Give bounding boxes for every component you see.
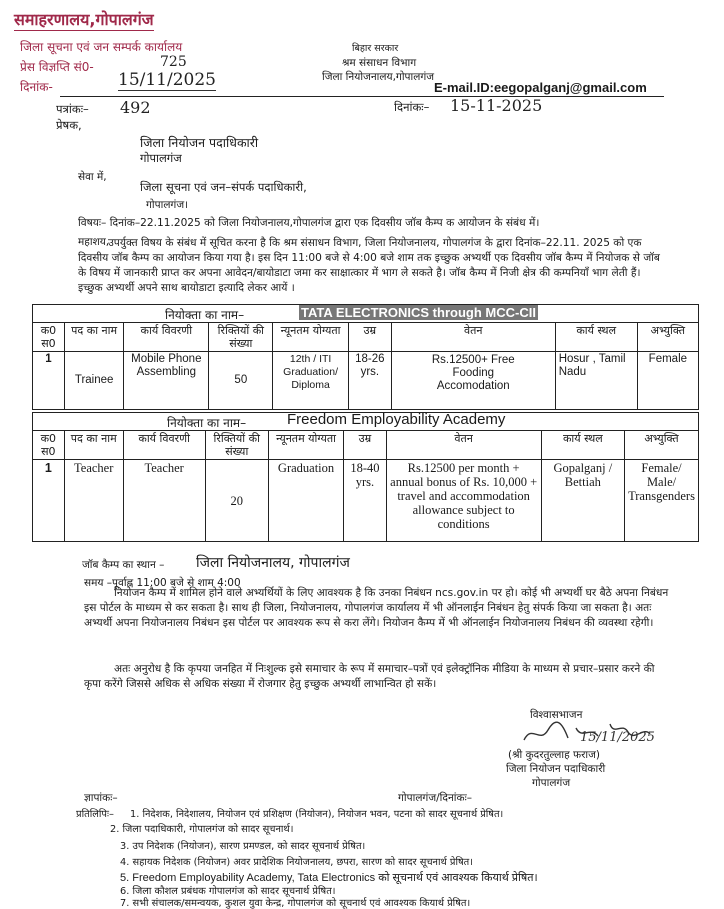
header-remark: अभ्युक्ति (625, 431, 699, 460)
header-qualification: न्यूनतम योग्यता (268, 431, 343, 460)
employer2-label: नियोक्ता का नाम– (167, 416, 247, 430)
cell-age: 18-40 yrs. (344, 460, 386, 542)
list-item: 7. सभी संचालक/समन्वयक, कुशल युवा केन्द्र, गोपालगंज को सूचनार्थ एवं आवश्यक कियार्थ प्रेषित। (120, 898, 471, 909)
stamp-office-title: समाहरणालय,गोपालगंज (14, 10, 154, 29)
header-email: E-mail.ID:eegopalganj@gmail.com (434, 80, 647, 95)
cell-sno: 1 (33, 352, 65, 410)
table-row (33, 460, 699, 542)
cell-remark: Female (637, 352, 698, 410)
cell-salary: Rs.12500+ Free Fooding Accomodation (391, 352, 555, 410)
paragraph-registration: नियोजन कैम्प में शामिल होने वाले अभ्यर्थियों के लिए आवश्यक है कि उनका निबंधन ncs.gov.in पर हो। कोई भी अभ्यर्थी घर बैठे अपना निबंधन इस पोर्टल के माध्यम से कर सकता है। साथ ही जिला, नियोजनालय, गोपालगंज कार्यालय में भी ऑनलाईन निबंधन हेतु संपर्क किया जा सकता है। अतः अभ्यर्थी अपना नियोजनालय निबंधन इस पोर्टल पर आवश्यक रूप से करा लेंगे। नियोजन कैम्प में भी ऑनलाईन नियोजनालय निबंधन की व्यवस्था रहेगी। (84, 587, 669, 629)
salutation: महाशय, (78, 236, 110, 248)
cell-qualification: 12th / ITI Graduation/ Diploma (273, 352, 348, 410)
cell-work: Mobile Phone Assembling (124, 352, 209, 410)
signatory-place: गोपालगंज (532, 777, 571, 789)
table-header-row (33, 431, 699, 460)
cell-post: Teacher (64, 460, 123, 542)
employer1-name: TATA ELECTRONICS through MCC-CII (301, 305, 536, 320)
footer-place-date: गोपालगंज/दिनांकः– (398, 792, 472, 804)
signatory-name: (श्री कुदरतुल्लाह फराज) (508, 749, 600, 761)
header-post: पद का नाम (64, 323, 123, 352)
header-remark: अभ्युक्ति (637, 323, 698, 352)
cell-qualification: Graduation (268, 460, 343, 542)
stamp-press-release-label: प्रेस विज्ञप्ति सं0- (20, 60, 94, 74)
header-age: उम्र (348, 323, 391, 352)
pratilipi-label: प्रतिलिपिः– (76, 809, 114, 820)
list-item: 4. सहायक निदेशक (नियोजन) अवर प्रादेशिक नियोजनालय, छपरा, सारण को सादर सूचनार्थ प्रेषित। (120, 857, 473, 868)
cell-vacancy: 50 (209, 352, 273, 410)
list-item: 5. Freedom Employability Academy, Tata Electronics को सूचनार्थ एवं आवश्यक कियार्थ प्रेषित। (120, 872, 538, 884)
header-divider (60, 96, 664, 97)
sender-place: गोपालगंज (140, 151, 182, 165)
header-salary: वेतन (391, 323, 555, 352)
employer1-label: नियोक्ता का नाम– (165, 308, 245, 322)
cell-work: Teacher (123, 460, 205, 542)
cell-age: 18-26 yrs. (348, 352, 391, 410)
signatory-title: जिला नियोजन पदाधिकारी (506, 763, 606, 775)
employer2-bar (32, 412, 699, 430)
header-salary: वेतन (386, 431, 541, 460)
cell-salary: Rs.12500 per month + annual bonus of Rs. 10,000 + travel and accommodation allowance subject to conditions (386, 460, 541, 542)
cell-location: Hosur , Tamil Nadu (555, 352, 637, 410)
header-post: पद का नाम (64, 431, 123, 460)
header-work: कार्य विवरणी (124, 323, 209, 352)
cell-sno: 1 (33, 460, 65, 542)
venue-time: समय –पूर्वाह्न 11:00 बजे से शाम 4:00 (84, 577, 241, 589)
gyapank-label: ज्ञापांकः– (84, 792, 118, 804)
recipient-place: गोपालगंज। (146, 199, 189, 211)
letter-date-label: दिनांकः– (394, 100, 430, 114)
header-sno: क0 स0 (33, 431, 65, 460)
letter-subject: विषयः– दिनांक–22.11.2025 को जिला नियोजनालय,गोपालगंज द्वारा एक दिवसीय जॉब कैम्प क आयोजन के संबंध में। (78, 217, 540, 229)
letter-date-value: 15-11-2025 (450, 96, 543, 115)
table-row (33, 352, 699, 410)
jobs-table-2 (32, 430, 699, 542)
cell-post: Trainee (64, 352, 123, 410)
header-vacancy: रिक्तियों की संख्या (209, 323, 273, 352)
signature-date: 15/11/2025 (580, 730, 655, 745)
cell-location: Gopalganj / Bettiah (541, 460, 624, 542)
stamp-department: जिला सूचना एवं जन सम्पर्क कार्यालय (20, 40, 183, 54)
cell-remark: Female/ Male/ Transgenders (625, 460, 699, 542)
header-office: जिला नियोजनालय,गोपालगंज (322, 71, 435, 83)
venue-label: जॉब कैम्प का स्थान – (82, 559, 165, 571)
header-work: कार्य विवरणी (123, 431, 205, 460)
recipient-label: सेवा में, (78, 171, 107, 183)
list-item: 3. उप निदेशक (नियोजन), सारण प्रमण्डल, को सादर सूचनार्थ प्रेषित। (120, 841, 366, 852)
venue-value: जिला नियोजनालय, गोपालगंज (196, 555, 350, 571)
cell-vacancy: 20 (205, 460, 268, 542)
paragraph-request: अतः अनुरोध है कि कृपया जनहित में निःशुल्क इसे समाचार के रूप में समाचार–पत्रों एवं इलेक्ट्रॉनिक मीडिया के माध्यम से प्रचार–प्रसार करने की कृपा करेंगे जिससे अधिक से अधिक संख्या में रोजगार हेतु इच्छुक अभ्यर्थी लाभान्वित हो सकें। (84, 663, 655, 690)
header-qualification: न्यूनतम योग्यता (273, 323, 348, 352)
stamp-date-label: दिनांक- (20, 80, 53, 94)
stamp-date-value: 15/11/2025 (118, 70, 216, 90)
sender-label: प्रेषक, (56, 118, 82, 132)
faithfully-label: विश्वासभाजन (530, 709, 583, 721)
table-header-row (33, 323, 699, 352)
patrank-value: 492 (120, 98, 151, 117)
header-vacancy: रिक्तियों की संख्या (205, 431, 268, 460)
paragraph-intro: उपर्युक्त विषय के संबंध में सूचित करना है कि श्रम संसाधन विभाग, जिला नियोजनालय, गोपालगंज के द्वारा दिनांक–22.11. 2025 को एक दिवसीय जॉब कैम्प का आयोजन किया गया है। इस दिन 11:00 बजे से 4:00 बजे शाम तक इच्छुक अभ्यर्थी एक दिवसीय जॉब कैम्प में नियोजक से जॉब के विषय में जानकारी प्राप्त कर अपना आवेदन/बायोडाटा जमा कर साक्षात्कार में भाग ले सकते है। जॉब कैम्प में निजी क्षेत्र की कम्पनियाँ भाग लेती हैं। इच्छुक अभ्यर्थी अपने साथ बायोडाटा इत्यादि लेकर आयें । (78, 237, 660, 294)
list-item: 1. निदेशक, निदेशालय, नियोजन एवं प्रशिक्षण (नियोजन), नियोजन भवन, पटना को सादर सूचनार्थ प्रेषित। (130, 809, 504, 820)
header-sno: क0 स0 (33, 323, 65, 352)
employer2-name: Freedom Employability Academy (287, 411, 506, 428)
header-location: कार्य स्थल (555, 323, 637, 352)
jobs-table-1 (32, 322, 699, 410)
header-government: बिहार सरकार (352, 43, 399, 54)
list-item: 2. जिला पदाधिकारी, गोपालगंज को सादर सूचनार्थ। (110, 824, 294, 835)
header-location: कार्य स्थल (541, 431, 624, 460)
stamp-press-release-number: 725 (160, 54, 187, 70)
header-age: उम्र (344, 431, 386, 460)
header-department: श्रम संसाधन विभाग (342, 57, 417, 69)
patrank-label: पत्रांकः– (56, 102, 89, 116)
employer1-bar (32, 304, 699, 322)
list-item: 6. जिला कौशल प्रबंधक गोपालगंज को सादर सूचनार्थ प्रेषित। (120, 886, 336, 897)
recipient-designation: जिला सूचना एवं जन–संपर्क पदाधिकारी, (140, 180, 307, 194)
sender-designation: जिला नियोजन पदाधिकारी (140, 135, 259, 150)
